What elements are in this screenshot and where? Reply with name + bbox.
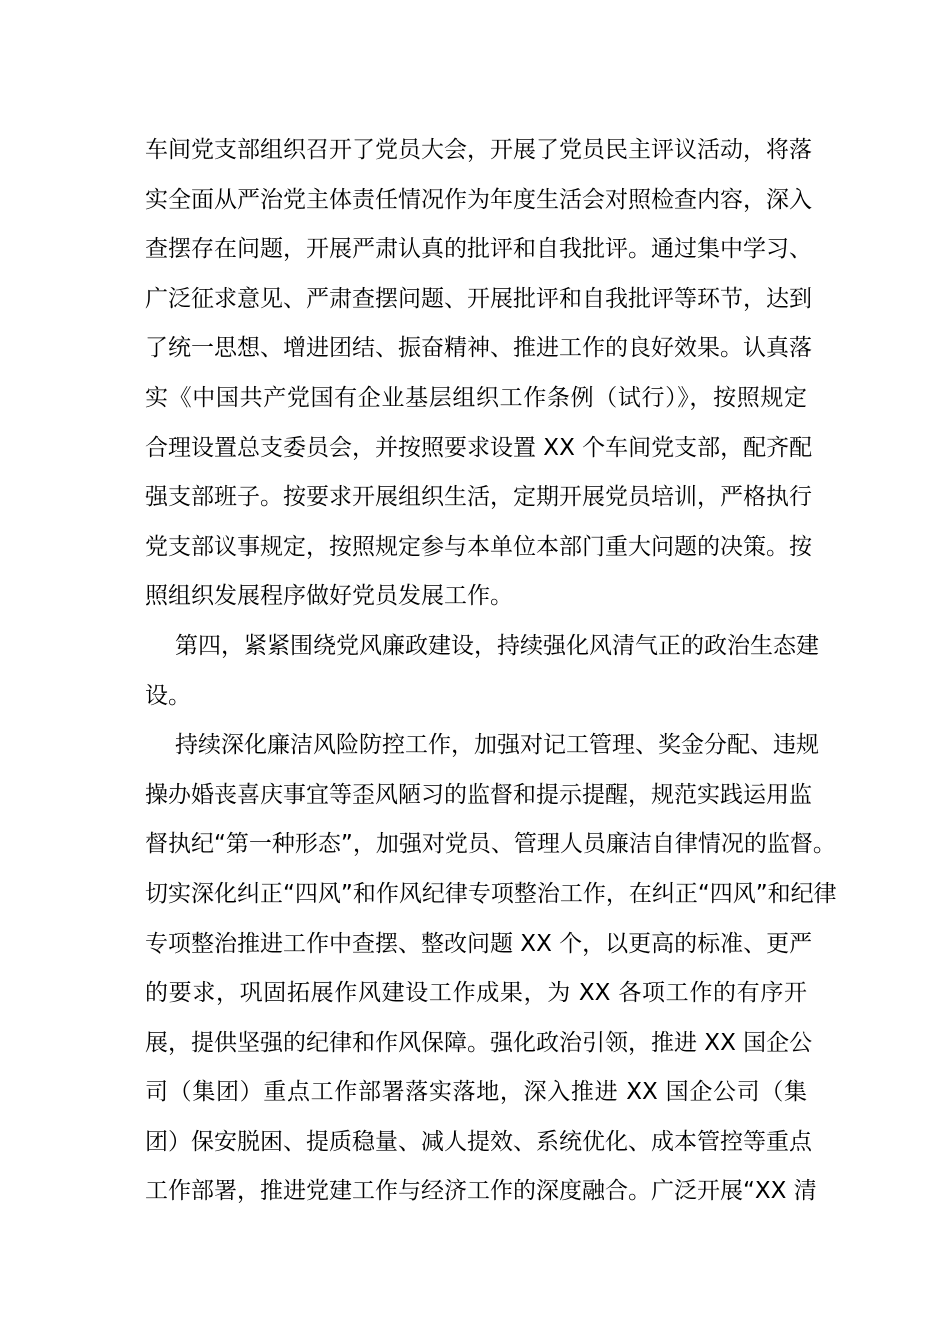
text-line: 切实深化纠正“四风”和作风纪律专项整治工作，在纠正“四风”和纪律 [145, 880, 837, 907]
text-line: 展，提供坚强的纪律和作风保障。强化政治引领，推进 XX 国企公 [145, 1029, 813, 1056]
text-line: 党支部议事规定，按照规定参与本单位本部门重大问题的决策。按 [145, 533, 812, 560]
text-line: 团）保安脱困、提质稳量、减人提效、系统优化、成本管控等重点 [145, 1128, 812, 1155]
text-line: 了统一思想、增进团结、振奋精神、推进工作的良好效果。认真落 [145, 335, 812, 362]
text-line: 查摆存在问题，开展严肃认真的批评和自我批评。通过集中学习、 [145, 236, 812, 263]
text-line: 工作部署，推进党建工作与经济工作的深度融合。广泛开展“XX 清 [145, 1178, 817, 1205]
text-line: 的要求，巩固拓展作风建设工作成果，为 XX 各项工作的有序开 [145, 980, 807, 1007]
text-line: 专项整治推进工作中查摆、整改问题 XX 个，以更高的标准、更严 [145, 930, 813, 957]
body-text [145, 126, 837, 1217]
text-line: 照组织发展程序做好党员发展工作。 [145, 583, 513, 610]
text-line: 广泛征求意见、严肃查摆问题、开展批评和自我批评等环节，达到 [145, 285, 812, 312]
text-line: 操办婚丧喜庆事宜等歪风陋习的监督和提示提醒，规范实践运用监 [145, 781, 812, 808]
text-line: 持续深化廉洁风险防控工作，加强对记工管理、奖金分配、违规 [175, 732, 819, 759]
text-line: 实《中国共产党国有企业基层组织工作条例（试行）》，按照规定 [145, 384, 807, 411]
text-line: 督执纪“第一种形态”，加强对党员、管理人员廉洁自律情况的监督。 [145, 831, 836, 858]
section-heading-line: 设。 [145, 682, 191, 709]
text-line: 合理设置总支委员会，并按照要求设置 XX 个车间党支部，配齐配 [145, 434, 813, 461]
section-heading-line: 第四，紧紧围绕党风廉政建设，持续强化风清气正的政治生态建 [175, 632, 819, 659]
text-line: 车间党支部组织召开了党员大会，开展了党员民主评议活动，将落 [145, 137, 812, 163]
text-line: 司（集团）重点工作部署落实落地，深入推进 XX 国企公司（集 [145, 1079, 807, 1106]
text-line: 实全面从严治党主体责任情况作为年度生活会对照检查内容，深入 [145, 186, 812, 213]
text-line: 强支部班子。按要求开展组织生活，定期开展党员培训，严格执行 [145, 484, 812, 511]
